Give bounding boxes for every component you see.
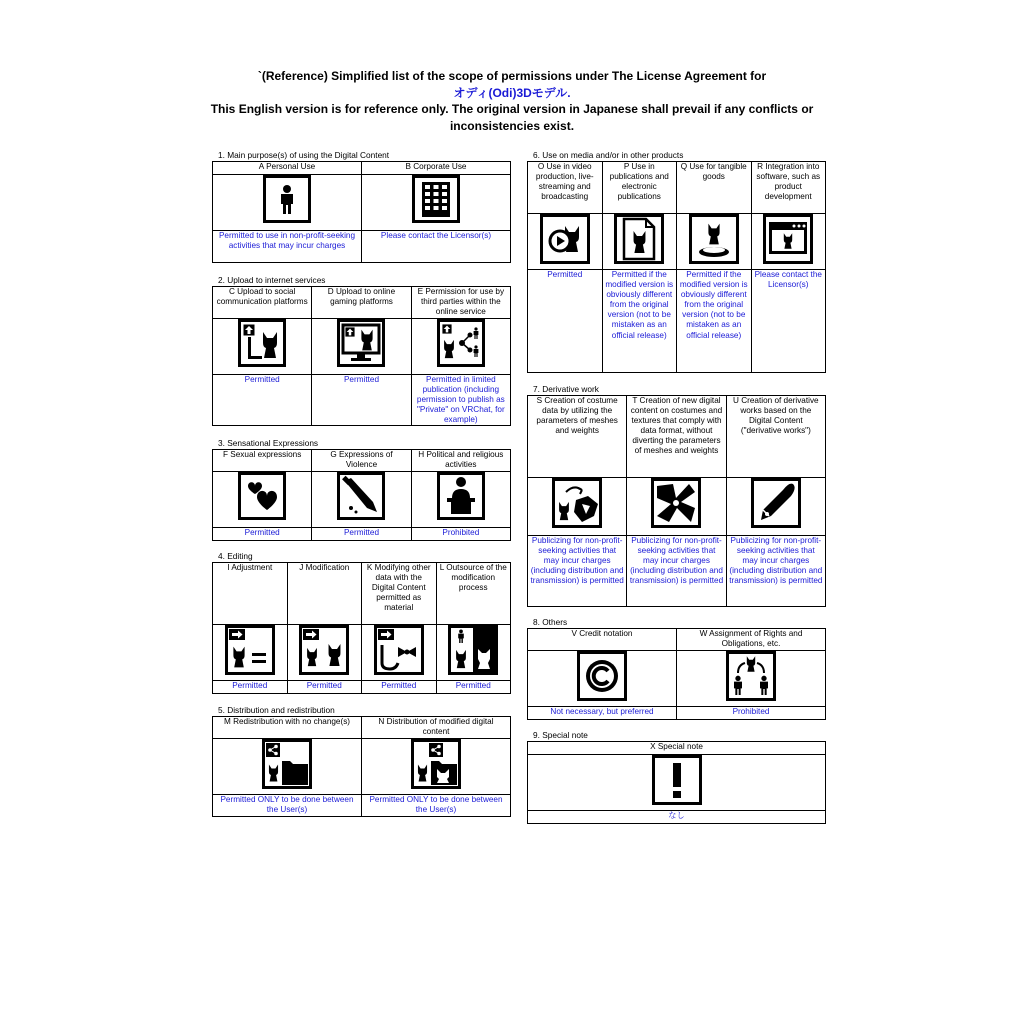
permission-table	[527, 628, 826, 720]
section-title: 1. Main purpose(s) of using the Digital Content	[218, 150, 390, 160]
item-label: R Integration into software, such as product development	[751, 162, 826, 214]
header-model-name: オディ(Odi)3Dモデル.	[453, 85, 571, 100]
section-media-use	[527, 150, 826, 373]
cat-figure-icon	[689, 214, 739, 264]
cat-outsource-icon	[448, 625, 498, 675]
item-label: E Permission for use by third parties within the online service	[411, 287, 510, 319]
item-status: Permitted ONLY to be done between the User(s)	[362, 795, 511, 817]
section-title: 9. Special note	[533, 730, 588, 740]
item-label: S Creation of costume data by utilizing the parameters of meshes and weights	[528, 396, 627, 478]
item-status: Not necessary, but preferred	[528, 707, 677, 720]
item-label: A Personal Use	[213, 162, 362, 175]
item-status: Permitted	[362, 681, 437, 694]
item-label: J Modification	[287, 563, 362, 625]
item-label: U Creation of derivative works based on the Digital Content ("derivative works")	[726, 396, 825, 478]
section-title: 2. Upload to internet services	[218, 275, 326, 285]
share-modified-folder-icon	[411, 739, 461, 789]
item-status: Permitted if the modified version is obviously different from the original version (not to be mistaken as an official release)	[602, 270, 677, 373]
knife-icon	[337, 472, 385, 520]
item-label: N Distribution of modified digital content	[362, 717, 511, 739]
item-status: Permitted	[528, 270, 603, 373]
item-status: Publicizing for non-profit-seeking activities that may incur charges (including distribution and transmission) is permitted	[726, 536, 825, 607]
podium-speaker-icon	[437, 472, 485, 520]
section-special-note	[527, 730, 826, 824]
item-status: Please contact the Licensor(s)	[362, 231, 511, 263]
section-editing	[212, 551, 511, 694]
header-line-1: `(Reference) Simplified list of the scope of permissions under The License Agreement for	[257, 69, 767, 83]
fabric-icon	[651, 478, 701, 528]
item-status: Permitted	[213, 681, 288, 694]
permission-table	[527, 741, 826, 824]
item-label: O Use in video production, live-streaming and broadcasting	[528, 162, 603, 214]
transfer-rights-icon	[726, 651, 776, 701]
section-main-purpose	[212, 150, 511, 263]
section-title: 7. Derivative work	[533, 384, 599, 394]
copyright-icon	[577, 651, 627, 701]
item-label: W Assignment of Rights and Obligations, etc.	[677, 629, 826, 651]
cat-modified-icon	[299, 625, 349, 675]
item-status: Prohibited	[677, 707, 826, 720]
item-status: Permitted	[213, 528, 312, 541]
item-status: Publicizing for non-profit-seeking activities that may incur charges (including distribution and transmission) is permitted	[528, 536, 627, 607]
cat-costume-icon	[552, 478, 602, 528]
item-status: Please contact the Licensor(s)	[751, 270, 826, 373]
cat-equals-icon	[225, 625, 275, 675]
permission-table	[212, 562, 511, 694]
item-status: Permitted	[287, 681, 362, 694]
header-line-3: This English version is for reference only. The original version in Japanese shall prevail if any conflicts or	[210, 102, 814, 116]
item-label: P Use in publications and electronic publications	[602, 162, 677, 214]
item-status: Permitted in limited publication (including permission to publish as "Private" on VRChat, for example)	[411, 375, 510, 426]
section-title: 3. Sensational Expressions	[218, 438, 319, 448]
item-label: F Sexual expressions	[213, 450, 312, 472]
section-upload	[212, 275, 511, 426]
item-status: Permitted	[213, 375, 312, 426]
section-title: 4. Editing	[218, 551, 253, 561]
item-label: G Expressions of Violence	[312, 450, 411, 472]
person-icon	[263, 175, 311, 223]
item-label: M Redistribution with no change(s)	[213, 717, 362, 739]
item-label: H Political and religious activities	[411, 450, 510, 472]
section-title: 5. Distribution and redistribution	[218, 705, 335, 715]
item-label: D Upload to online gaming platforms	[312, 287, 411, 319]
section-title: 8. Others	[533, 617, 568, 627]
exclamation-icon	[652, 755, 702, 805]
item-label: T Creation of new digital content on costumes and textures that comply with data format, without diverting the parameters of meshes and weights	[627, 396, 726, 478]
section-sensational	[212, 438, 511, 541]
item-status: Prohibited	[411, 528, 510, 541]
permission-table	[212, 716, 511, 817]
item-status: Permitted	[312, 528, 411, 541]
cat-video-play-icon	[540, 214, 590, 264]
item-label: B Corporate Use	[362, 162, 511, 175]
page-header	[150, 68, 874, 134]
permission-table	[527, 161, 826, 373]
section-derivative-work	[527, 384, 826, 607]
hearts-icon	[238, 472, 286, 520]
item-status: Permitted	[436, 681, 511, 694]
item-status: Publicizing for non-profit-seeking activities that may incur charges (including distribution and transmission) is permitted	[627, 536, 726, 607]
item-status: なし	[528, 811, 826, 824]
permission-table	[212, 449, 511, 541]
item-label: Q Use for tangible goods	[677, 162, 752, 214]
item-status: Permitted ONLY to be done between the User(s)	[213, 795, 362, 817]
item-status: Permitted to use in non-profit-seeking activities that may incur charges	[213, 231, 362, 263]
permission-table	[212, 161, 511, 263]
item-label: L Outsource of the modification process	[436, 563, 511, 625]
item-label: K Modifying other data with the Digital Content permitted as material	[362, 563, 437, 625]
cat-share-users-icon	[437, 319, 485, 367]
office-building-icon	[412, 175, 460, 223]
item-status: Permitted if the modified version is obviously different from the original version (not to be mistaken as an official release)	[677, 270, 752, 373]
item-label: X Special note	[528, 742, 826, 755]
cat-software-window-icon	[763, 214, 813, 264]
item-label: V Credit notation	[528, 629, 677, 651]
share-folder-icon	[262, 739, 312, 789]
permission-table	[212, 286, 511, 426]
item-label: C Upload to social communication platforms	[213, 287, 312, 319]
section-others	[527, 617, 826, 720]
cat-document-icon	[614, 214, 664, 264]
item-status: Permitted	[312, 375, 411, 426]
cat-upload-monitor-icon	[337, 319, 385, 367]
permission-table	[527, 395, 826, 607]
section-title: 6. Use on media and/or in other products	[533, 150, 684, 160]
cat-upload-phone-icon	[238, 319, 286, 367]
item-label: I Adjustment	[213, 563, 288, 625]
header-line-4: inconsistencies exist.	[449, 118, 575, 133]
section-distribution	[212, 705, 511, 817]
pen-nib-icon	[751, 478, 801, 528]
cat-tail-bow-icon	[374, 625, 424, 675]
